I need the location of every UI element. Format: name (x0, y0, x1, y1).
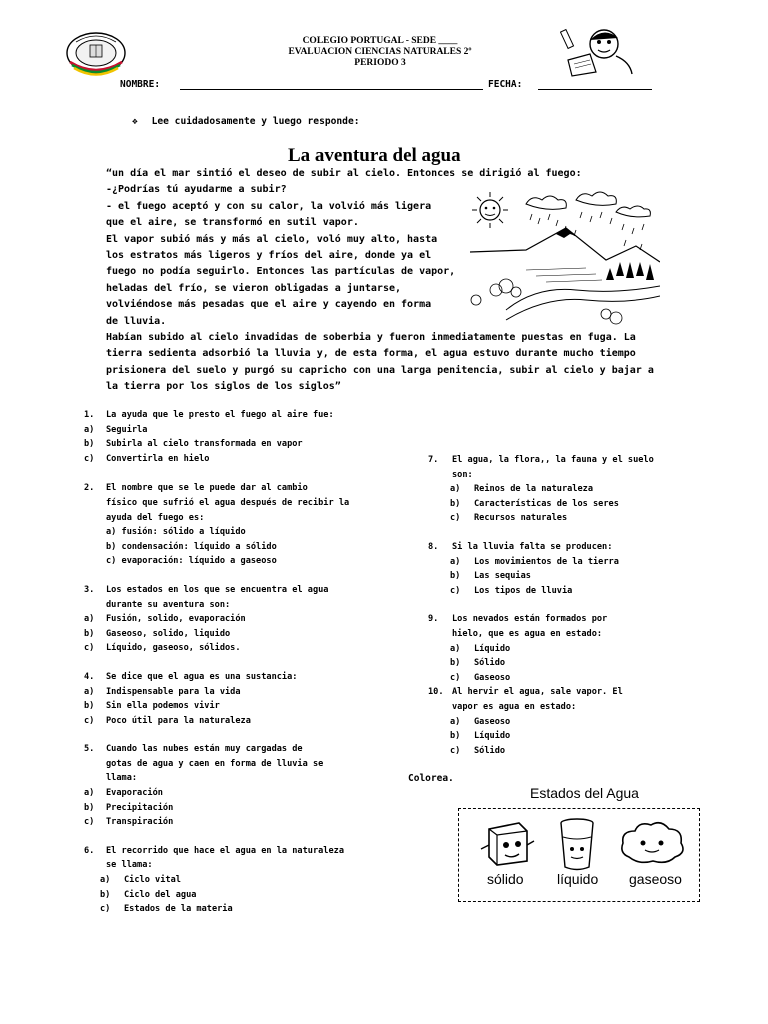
option-a[interactable] (428, 642, 728, 657)
question-text: Se dice que el agua es una sustancia: (106, 671, 298, 682)
option-letter: b) (450, 498, 461, 509)
question-text: El agua, la flora,, la fauna y el suelo (452, 455, 654, 465)
question-text: Si la lluvia falta se producen: (452, 541, 613, 552)
story-line: la tierra por los siglos de los siglos” (106, 381, 341, 393)
option-letter: a) (84, 686, 95, 697)
option-text: Convertirla en hielo (106, 453, 210, 464)
option-a[interactable] (428, 482, 728, 497)
option-letter: c) (450, 745, 461, 756)
option-letter: a) (100, 875, 111, 886)
school-crest-icon (66, 32, 126, 78)
colorea-label: Colorea. (408, 773, 454, 784)
option-b[interactable] (84, 801, 394, 816)
question-number: 7. (428, 455, 439, 465)
option-a[interactable]: a) fusión: sólido a líquido (106, 527, 246, 538)
option-letter: b) (450, 658, 461, 669)
student-reading-icon (560, 26, 638, 78)
question-number: 2. (84, 483, 95, 494)
option-a[interactable] (84, 873, 394, 888)
option-letter: c) (84, 453, 95, 464)
option-letter: b) (84, 802, 95, 813)
option-b[interactable] (428, 656, 728, 671)
question-3 (84, 583, 394, 656)
option-text: Recursos naturales (474, 513, 568, 524)
option-letter: c) (450, 513, 461, 524)
question-number: 9. (428, 614, 439, 625)
option-b[interactable] (84, 888, 394, 903)
option-c[interactable] (84, 815, 394, 830)
landscape-rain-icon (466, 190, 660, 326)
option-a[interactable] (84, 786, 394, 801)
option-c[interactable] (428, 744, 728, 759)
option-c[interactable]: c) evaporación: líquido a gaseoso (106, 556, 277, 567)
option-letter: c) (84, 817, 95, 828)
question-text: son: (452, 469, 473, 480)
nombre-label: NOMBRE: (120, 79, 161, 90)
option-b[interactable] (428, 497, 728, 512)
question-number: 1. (84, 410, 95, 420)
option-letter: c) (84, 715, 95, 726)
question-text: durante su aventura son: (106, 599, 231, 610)
nombre-field[interactable] (180, 89, 483, 90)
option-text: Subirla al cielo transformada en vapor (106, 439, 303, 450)
fecha-field[interactable] (538, 89, 652, 90)
option-a[interactable] (84, 685, 394, 700)
option-b[interactable] (84, 699, 394, 714)
option-letter: a) (84, 424, 95, 435)
ice-cube-icon (479, 815, 535, 871)
story-line: -¿Podrías tú ayudarme a subir? (106, 184, 287, 196)
question-text: Los estados en los que se encuentra el agua (106, 584, 329, 595)
option-text: Precipitación (106, 802, 174, 813)
story-title: La aventura del agua (288, 145, 461, 166)
questions-left-column (84, 408, 394, 917)
story-line: que el aire, se transformó en sutil vapor. (106, 217, 359, 229)
option-text: Indispensable para la vida (106, 686, 241, 697)
question-text: vapor es agua en estado: (452, 701, 577, 712)
question-number: 3. (84, 584, 95, 595)
option-a[interactable] (428, 555, 728, 570)
water-glass-icon (555, 815, 599, 873)
state-label-solid: sólido (487, 871, 524, 887)
option-text: Las sequias (474, 571, 531, 582)
option-letter: c) (84, 643, 95, 654)
option-text: Gaseoso, solido, liquido (106, 628, 231, 639)
option-c[interactable] (84, 902, 394, 917)
question-text: gotas de agua y caen en forma de lluvia se (106, 758, 324, 769)
question-2 (84, 481, 394, 569)
story-line: Habían subido al cielo invadidas de soberbia y fueron inmediatamente puestas en fuga. La (106, 332, 636, 344)
option-letter: c) (450, 585, 461, 596)
option-text: Seguirla (106, 424, 148, 435)
option-letter: b) (450, 731, 461, 742)
student-reading-clipart (560, 26, 638, 78)
option-b[interactable] (428, 569, 728, 584)
period: PERIODO 3 (354, 58, 406, 68)
questions-right-column (428, 453, 728, 758)
question-number: 10. (428, 687, 444, 698)
option-a[interactable] (428, 715, 728, 730)
option-c[interactable] (84, 641, 394, 656)
option-text: Características de los seres (474, 498, 619, 509)
option-text: Poco útil para la naturaleza (106, 715, 251, 726)
story-line: El vapor subió más y más al cielo, voló muy alto, hasta (106, 233, 438, 245)
question-8 (428, 540, 728, 598)
option-letter: a) (450, 643, 461, 654)
story-line: heladas del frío, se vieron obligadas a juntarse, (106, 282, 402, 294)
question-text: llama: (106, 773, 138, 784)
school-logo (66, 32, 126, 78)
question-number: 6. (84, 845, 95, 856)
option-letter: a) (84, 614, 95, 625)
option-b[interactable]: b) condensación: líquido a sólido (106, 541, 277, 552)
story-line: - el fuego aceptó y con su calor, la volvió más ligera (106, 200, 432, 212)
option-letter: c) (450, 672, 461, 683)
instruction-text: Lee cuidadosamente y luego responde: (151, 116, 360, 127)
story-line: prisionera del suelo y purgó su capricho con una larga penitencia, subir al cielo y bajar a (106, 364, 654, 376)
story-line: tierra sedienta adsorbió la lluvia y, de esta forma, el agua estuvo durante mucho tiempo (106, 348, 636, 360)
option-a[interactable] (84, 423, 394, 438)
question-text: Al hervir el agua, sale vapor. El (452, 687, 623, 698)
option-text: Los tipos de lluvia (474, 585, 573, 596)
cloud-icon (617, 819, 687, 869)
water-cycle-landscape-illustration (466, 190, 660, 326)
question-number: 4. (84, 671, 95, 682)
option-text: Transpiración (106, 817, 174, 828)
option-text: Sólido (474, 658, 506, 669)
states-of-water-figure (458, 808, 700, 902)
question-number: 5. (84, 744, 95, 755)
question-5 (84, 742, 394, 830)
option-text: Sólido (474, 745, 506, 756)
question-number: 8. (428, 541, 439, 552)
question-text: La ayuda que le presto el fuego al aire fue: (106, 410, 334, 420)
question-text: hielo, que es agua en estado: (452, 628, 603, 639)
school-name: COLEGIO PORTUGAL - SEDE ____ (302, 36, 458, 46)
option-text: Líquido (474, 643, 511, 654)
option-c[interactable] (84, 714, 394, 729)
exam-title: EVALUACION CIENCIAS NATURALES 2º (288, 47, 472, 57)
states-figure-title: Estados del Agua (530, 785, 639, 801)
option-text: Sin ella podemos vivir (106, 701, 220, 712)
option-text: Líquido, gaseoso, sólidos. (106, 643, 241, 654)
option-c[interactable] (428, 584, 728, 599)
question-text: Cuando las nubes están muy cargadas de (106, 744, 303, 755)
option-letter: a) (450, 556, 461, 567)
option-b[interactable] (428, 729, 728, 744)
question-4 (84, 670, 394, 728)
option-text: Ciclo vital (124, 875, 181, 886)
state-label-gas: gaseoso (629, 871, 682, 887)
option-b[interactable] (84, 627, 394, 642)
option-letter: b) (84, 439, 95, 450)
question-text: Los nevados están formados por (452, 614, 608, 625)
option-text: Gaseoso (474, 672, 511, 683)
option-letter: a) (450, 716, 461, 727)
option-text: Los movimientos de la tierra (474, 556, 619, 567)
option-b[interactable] (84, 437, 394, 452)
story-line: los estratos más ligeros y fríos del aire, donde ya el (106, 250, 432, 262)
option-text: Fusión, solido, evaporación (106, 614, 246, 625)
option-letter: b) (450, 571, 461, 582)
option-text: Gaseoso (474, 716, 511, 727)
diamond-bullet-icon: ❖ (132, 116, 138, 127)
question-7 (428, 453, 728, 526)
option-letter: a) (450, 484, 461, 495)
option-c[interactable] (84, 452, 394, 467)
question-text: ayuda del fuego es: (106, 512, 205, 523)
option-letter: b) (84, 628, 95, 639)
question-text: físico que sufrió el agua después de recibir la (106, 497, 350, 508)
question-1 (84, 408, 394, 466)
option-c[interactable] (428, 671, 728, 686)
question-6 (84, 844, 394, 917)
story-line: “un día el mar sintió el deseo de subir al cielo. Entonces se dirigió al fuego: (106, 168, 582, 179)
question-9 (428, 612, 728, 685)
question-text: El recorrido que hace el agua en la naturaleza (106, 845, 344, 856)
option-a[interactable] (84, 612, 394, 627)
option-text: Estados de la materia (124, 904, 233, 915)
option-letter: a) (84, 788, 95, 799)
option-letter: c) (100, 904, 111, 915)
option-letter: b) (84, 701, 95, 712)
option-text: Evaporación (106, 788, 163, 799)
option-text: Ciclo del agua (124, 889, 197, 900)
option-text: Reinos de la naturaleza (474, 484, 593, 495)
story-line: de lluvia. (106, 315, 167, 327)
story-line: volviéndose más pesadas que el aire y cayendo en forma (106, 299, 432, 311)
option-letter: b) (100, 889, 111, 900)
state-label-liquid: líquido (557, 871, 599, 887)
question-10 (428, 685, 728, 758)
story-line: fuego no podía seguirlo. Entonces las partículas de vapor, (106, 266, 456, 278)
question-text: se llama: (106, 860, 153, 871)
question-text: El nombre que se le puede dar al cambio (106, 483, 308, 494)
option-c[interactable] (428, 511, 728, 526)
option-text: Líquido (474, 731, 511, 742)
fecha-label: FECHA: (488, 79, 523, 90)
